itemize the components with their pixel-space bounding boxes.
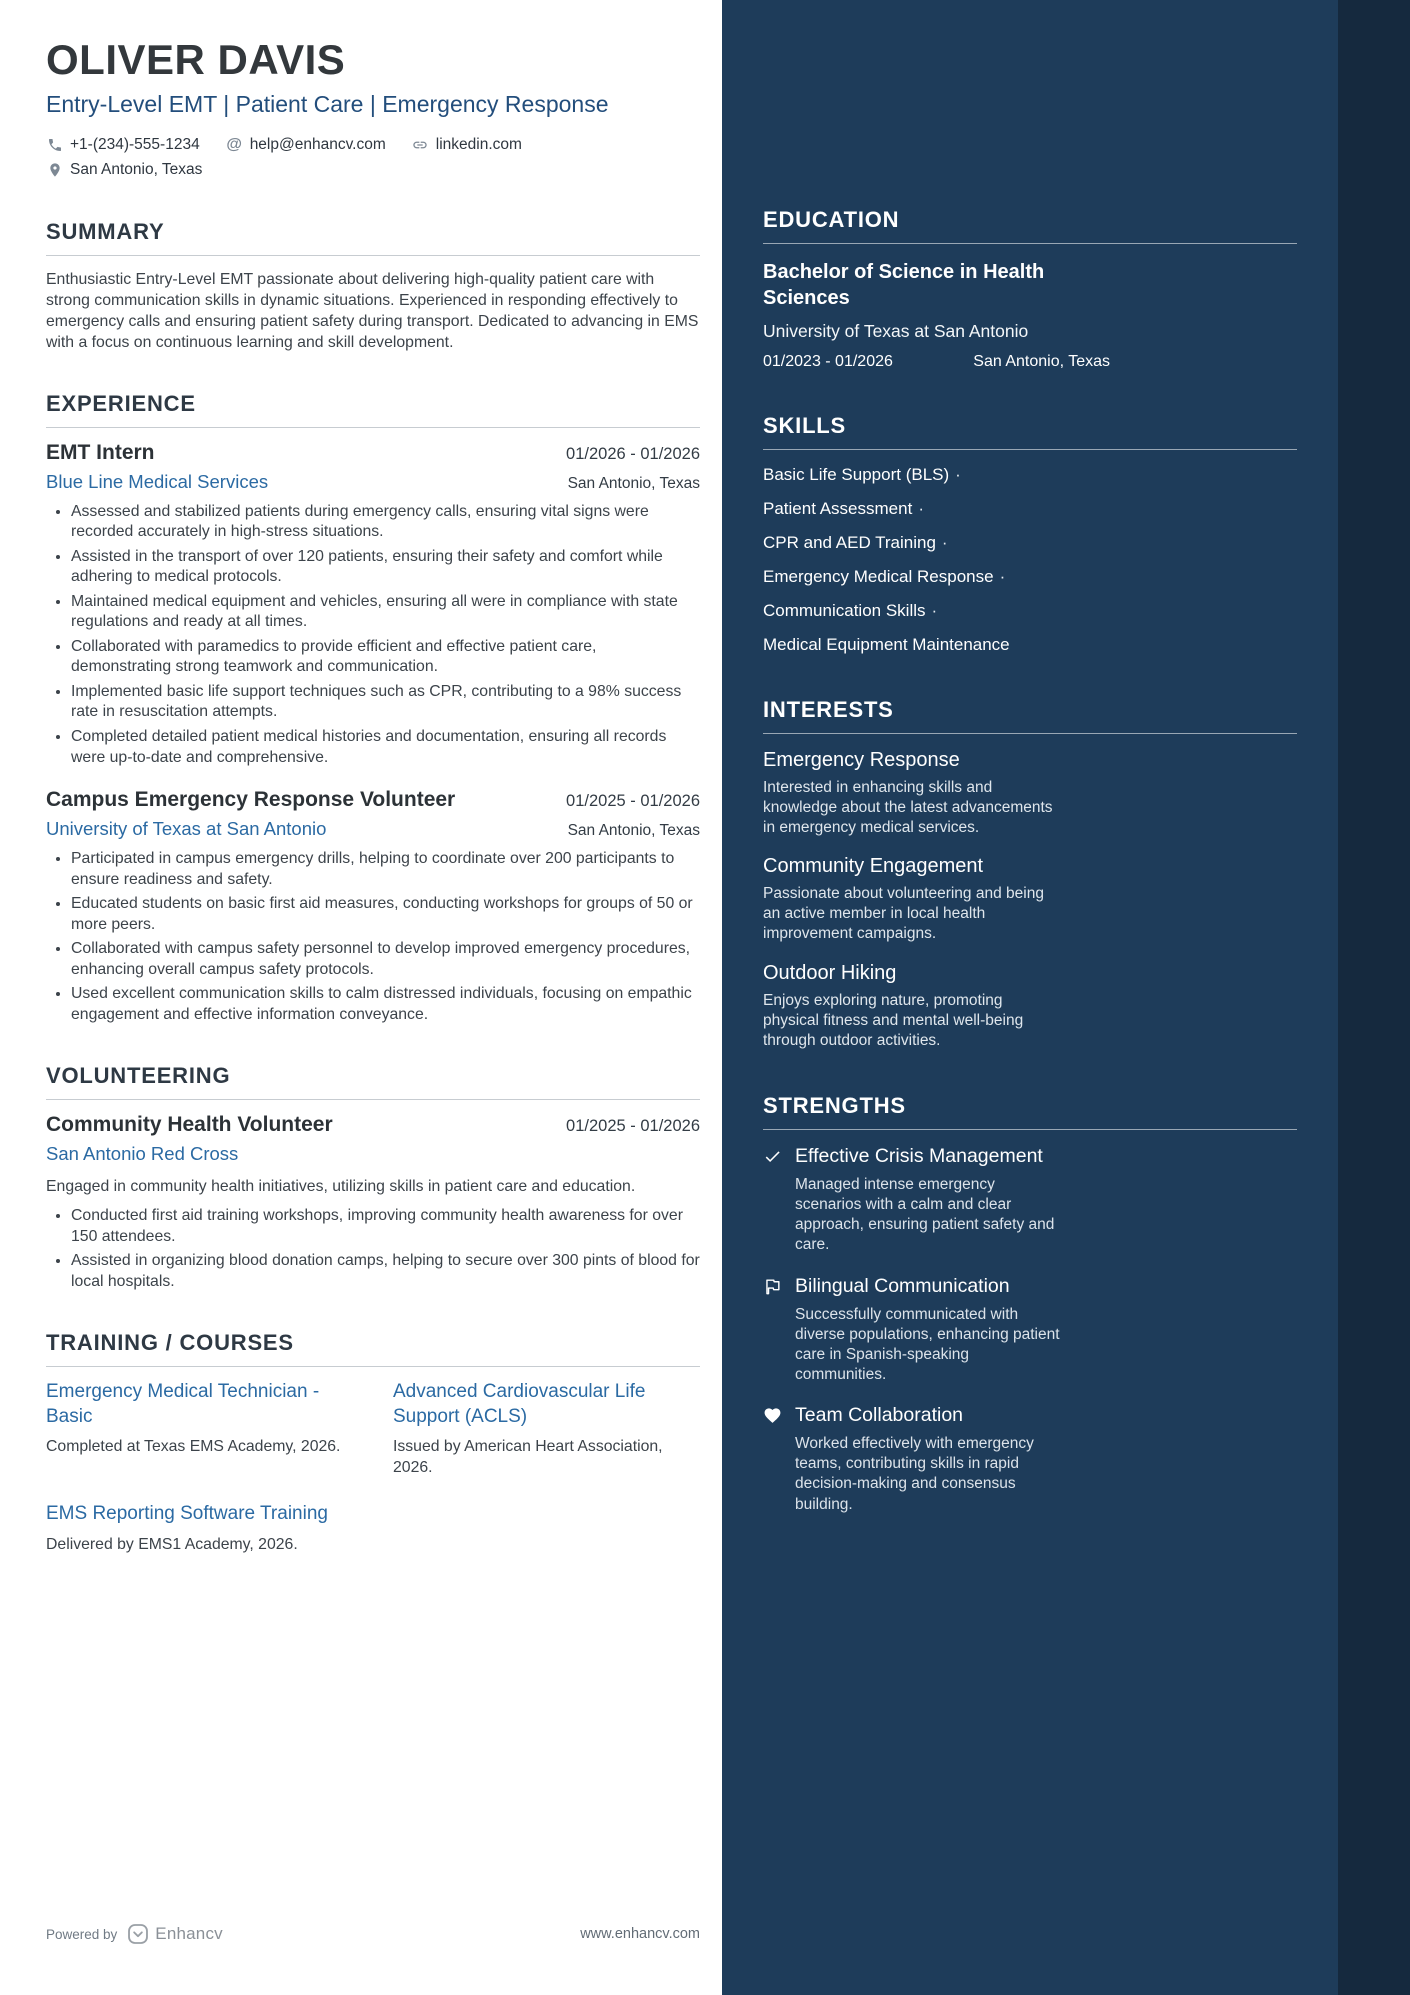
skill-separator: · — [999, 566, 1006, 586]
bullet-item: • Completed detailed patient medical histories and documentation, ensuring all records were up-to-date and comprehensive. — [71, 727, 700, 768]
courses-grid — [46, 1380, 700, 1478]
course-title: Advanced Cardiovascular Life Support (ACLS) — [393, 1381, 646, 1427]
experience-job — [46, 788, 700, 1025]
sidebar-column — [722, 0, 1338, 1995]
volunteering-description: Engaged in community health initiatives, utilizing skills in patient care and education. — [46, 1178, 636, 1196]
bullet-item: • Educated students on basic first aid measures, conducting workshops for groups of 50 or more peers. — [71, 894, 700, 935]
volunteering-org: San Antonio Red Cross — [46, 1143, 239, 1165]
heart-icon — [763, 1404, 795, 1430]
job-company: Blue Line Medical Services — [46, 470, 269, 492]
job-dates: 01/2026 - 01/2026 — [566, 444, 700, 463]
skills-heading: SKILLS — [763, 413, 1297, 450]
summary-heading: SUMMARY — [46, 219, 700, 256]
experience-heading: EXPERIENCE — [46, 391, 700, 428]
page-footer — [46, 1923, 700, 1945]
strength-title: Team Collaboration — [795, 1404, 964, 1427]
candidate-name: OLIVER DAVIS — [46, 36, 346, 83]
email-contact[interactable] — [226, 136, 386, 154]
phone-contact[interactable] — [46, 136, 200, 154]
interest-title: Community Engagement — [763, 855, 984, 878]
job-location: San Antonio, Texas — [567, 822, 700, 840]
strength-description: Worked effectively with emergency teams, contributing skills in rapid decision-making and consensus building. — [795, 1435, 1034, 1513]
strength-item — [763, 1145, 1297, 1256]
bullet-item: • Used excellent communication skills to calm distressed individuals, focusing on empathic engagement and effective information conveyance. — [71, 984, 700, 1025]
strength-description: Managed intense emergency scenarios with a calm and clear approach, ensuring patient safety and care. — [795, 1176, 1055, 1254]
interest-description: Interested in enhancing skills and knowledge about the latest advancements in emergency medical services. — [763, 778, 1053, 837]
skill-separator: · — [918, 498, 924, 518]
interests-heading: INTERESTS — [763, 697, 1297, 734]
location-text: San Antonio, Texas — [70, 160, 203, 178]
site-url[interactable]: www.enhancv.com — [580, 1926, 700, 1942]
job-company: University of Texas at San Antonio — [46, 818, 327, 840]
location-pin-icon — [46, 161, 63, 178]
job-bullets — [46, 502, 700, 768]
powered-by — [46, 1923, 223, 1945]
experience-job — [46, 441, 700, 768]
skill-item: Communication Skills · — [763, 600, 938, 620]
flag-icon — [763, 1275, 795, 1301]
interest-description: Enjoys exploring nature, promoting physical fitness and mental well-being through outdoor activities. — [763, 991, 1024, 1049]
strength-item — [763, 1275, 1297, 1386]
check-icon — [763, 1145, 795, 1171]
skill-item: Basic Life Support (BLS) · — [763, 464, 961, 484]
strength-title: Effective Crisis Management — [795, 1145, 1043, 1168]
interest-description: Passionate about volunteering and being an active member in local health improvement campaigns. — [763, 885, 1044, 943]
training-heading: TRAINING / COURSES — [46, 1330, 700, 1367]
education-heading: EDUCATION — [763, 207, 1297, 244]
bullet-item: • Conducted first aid training workshops, improving community health awareness for over 150 attendees. — [71, 1206, 700, 1247]
link-icon — [412, 136, 429, 153]
skill-item: Medical Equipment Maintenance — [763, 634, 1010, 654]
page-edge-strip — [1338, 0, 1410, 1995]
enhancv-logo-icon — [127, 1923, 149, 1945]
strength-title: Bilingual Communication — [795, 1274, 1010, 1297]
job-dates: 01/2025 - 01/2026 — [566, 792, 700, 811]
job-location: San Antonio, Texas — [567, 474, 700, 492]
job-bullets — [46, 849, 700, 1025]
bullet-item: • Participated in campus emergency drills, helping to coordinate over 200 participants to ensure readiness and safety. — [71, 849, 700, 890]
volunteering-heading: VOLUNTEERING — [46, 1063, 700, 1100]
course-item — [46, 1380, 353, 1478]
education-school: University of Texas at San Antonio — [763, 320, 1029, 341]
enhancv-logo[interactable] — [127, 1923, 223, 1945]
bullet-item: • Assisted in organizing blood donation camps, helping to secure over 300 pints of blood for local hospitals. — [71, 1251, 700, 1292]
course-item — [393, 1380, 700, 1478]
strength-item — [763, 1404, 1297, 1515]
bullet-item: • Implemented basic life support techniques such as CPR, contributing to a 98% success rate in resuscitation attempts. — [71, 682, 700, 723]
powered-by-label: Powered by — [46, 1926, 118, 1942]
phone-text: +1-(234)-555-1234 — [70, 135, 200, 153]
location-item — [46, 161, 202, 179]
course-item — [46, 1502, 700, 1556]
bullet-item: • Assessed and stabilized patients during emergency calls, ensuring vital signs were recorded accurately in high-stress situations. — [71, 502, 700, 543]
job-title: EMT Intern — [46, 440, 155, 464]
volunteering-bullets — [46, 1206, 700, 1292]
education-degree: Bachelor of Science in Health Sciences — [763, 261, 1045, 310]
job-title: Campus Emergency Response Volunteer — [46, 788, 456, 812]
interest-item — [763, 962, 1297, 1051]
course-detail: Delivered by EMS1 Academy, 2026. — [46, 1536, 298, 1554]
link-text: linkedin.com — [435, 135, 522, 153]
interest-title: Emergency Response — [763, 748, 960, 771]
skill-separator: · — [955, 464, 961, 484]
skill-item: CPR and AED Training · — [763, 532, 948, 552]
enhancv-wordmark: Enhancv — [155, 1924, 223, 1943]
course-detail: Completed at Texas EMS Academy, 2026. — [46, 1438, 341, 1456]
skill-separator: · — [941, 532, 948, 552]
course-title: EMS Reporting Software Training — [46, 1503, 328, 1525]
interest-item — [763, 855, 1297, 944]
skill-item: Emergency Medical Response · — [763, 566, 1006, 586]
strength-description: Successfully communicated with diverse populations, enhancing patient care in Spanish-speaking communities. — [795, 1305, 1060, 1384]
education-meta — [763, 353, 1110, 371]
email-text: help@enhancv.com — [249, 135, 386, 153]
interest-title: Outdoor Hiking — [763, 961, 897, 984]
skill-separator: · — [931, 600, 938, 620]
education-location: San Antonio, Texas — [973, 352, 1110, 370]
contact-row — [46, 136, 700, 154]
bullet-item: • Collaborated with paramedics to provide efficient and effective patient care, demonstrating strong teamwork and communication. — [71, 637, 700, 678]
strengths-heading: STRENGTHS — [763, 1093, 1297, 1130]
skill-item: Patient Assessment · — [763, 498, 924, 518]
summary-text: Enthusiastic Entry-Level EMT passionate about delivering high-quality patient care with strong communication skills in dynamic situations. Experienced in responding effectively to emergency calls and ensuring patient safety during transport. Dedicated to advancing in EMS with a focus on continuous learning and skill development. — [46, 270, 699, 351]
volunteering-title: Community Health Volunteer — [46, 1113, 333, 1137]
candidate-headline: Entry-Level EMT | Patient Care | Emergency Response — [46, 91, 609, 118]
skills-list — [763, 465, 1297, 655]
volunteering-entry — [46, 1113, 700, 1292]
volunteering-dates: 01/2025 - 01/2026 — [566, 1117, 700, 1136]
course-title: Emergency Medical Technician - Basic — [46, 1381, 320, 1427]
location-row — [46, 161, 700, 179]
course-detail: Issued by American Heart Association, 2026. — [393, 1438, 663, 1476]
bullet-item: • Maintained medical equipment and vehicles, ensuring all were in compliance with state regulations and ready at all times. — [71, 592, 700, 633]
bullet-item: • Assisted in the transport of over 120 patients, ensuring their safety and comfort while adhering to medical protocols. — [71, 547, 700, 588]
phone-icon — [46, 136, 63, 153]
email-icon: @ — [226, 135, 242, 153]
education-dates: 01/2023 - 01/2026 — [763, 352, 893, 370]
bullet-item: • Collaborated with campus safety personnel to develop improved emergency procedures, enhancing overall campus safety protocols. — [71, 939, 700, 980]
link-contact[interactable] — [412, 136, 522, 154]
interest-item — [763, 749, 1297, 838]
